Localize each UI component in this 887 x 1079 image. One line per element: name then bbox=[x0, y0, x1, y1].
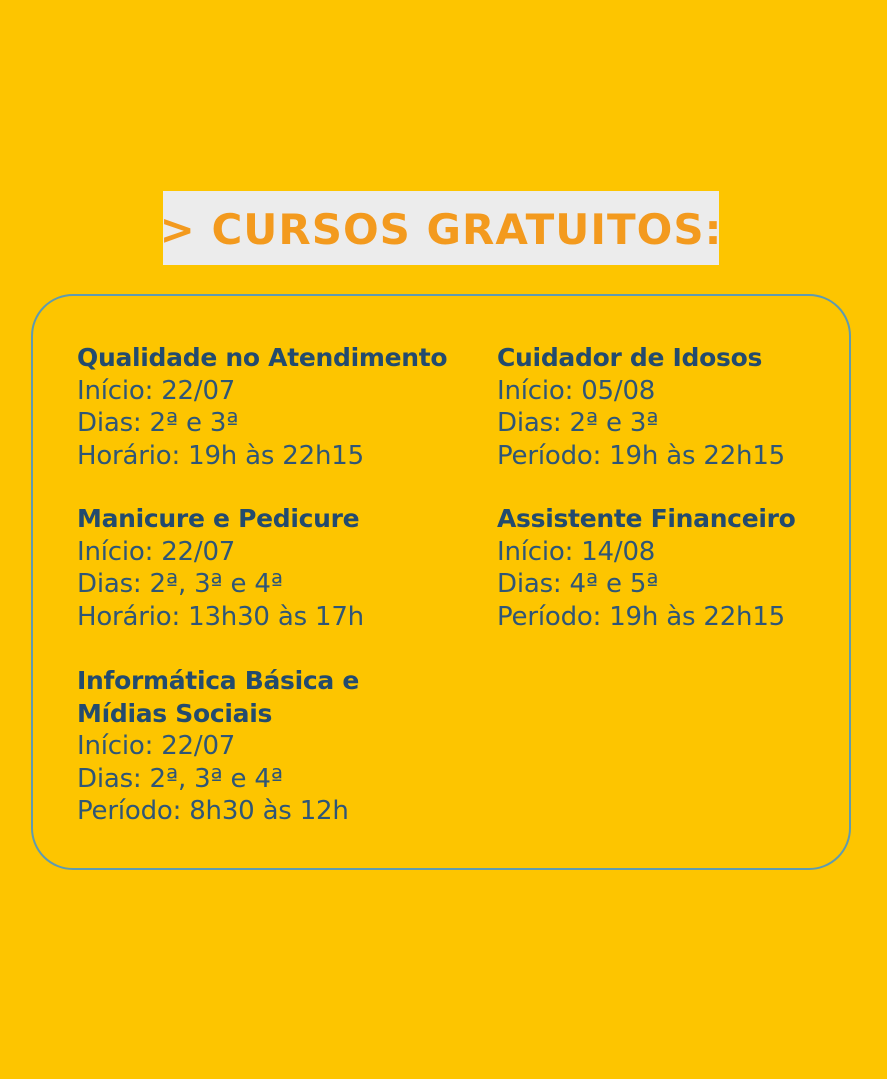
course-days: Dias: 2ª e 3ª bbox=[497, 408, 659, 438]
course-title: Informática Básica e bbox=[77, 666, 360, 695]
course-cuidador-idosos bbox=[497, 342, 785, 472]
course-title: Qualidade no Atendimento bbox=[77, 343, 448, 372]
course-start-date: Início: 05/08 bbox=[497, 375, 656, 406]
course-schedule: Horário: 19h às 22h15 bbox=[77, 440, 364, 471]
course-title: Cuidador de Idosos bbox=[497, 343, 763, 372]
banner-title: > CURSOS GRATUITOS: bbox=[159, 204, 723, 254]
course-start-date: Início: 22/07 bbox=[77, 375, 236, 406]
course-schedule: Horário: 13h30 às 17h bbox=[77, 601, 364, 632]
course-start-date: Início: 14/08 bbox=[497, 536, 656, 567]
course-days: Dias: 2ª, 3ª e 4ª bbox=[77, 763, 283, 794]
courses-banner bbox=[159, 191, 723, 265]
course-days: Dias: 2ª e 3ª bbox=[77, 408, 239, 438]
course-title: Assistente Financeiro bbox=[497, 504, 796, 533]
course-start-date: Início: 22/07 bbox=[77, 731, 236, 761]
course-schedule: Período: 19h às 22h15 bbox=[497, 440, 786, 471]
course-manicure-pedicure bbox=[77, 503, 364, 633]
course-title-line-2: Mídias Sociais bbox=[77, 698, 273, 728]
course-title: Manicure e Pedicure bbox=[77, 504, 360, 533]
course-informatica-midias bbox=[77, 665, 359, 828]
course-start-date: Início: 22/07 bbox=[77, 536, 236, 567]
course-assistente-financeiro bbox=[497, 503, 796, 633]
course-qualidade-atendimento bbox=[77, 342, 447, 472]
course-days: Dias: 2ª, 3ª e 4ª bbox=[77, 569, 283, 599]
course-days: Dias: 4ª e 5ª bbox=[497, 569, 659, 599]
course-schedule: Período: 19h às 22h15 bbox=[497, 601, 786, 632]
course-schedule: Período: 8h30 às 12h bbox=[77, 796, 349, 826]
